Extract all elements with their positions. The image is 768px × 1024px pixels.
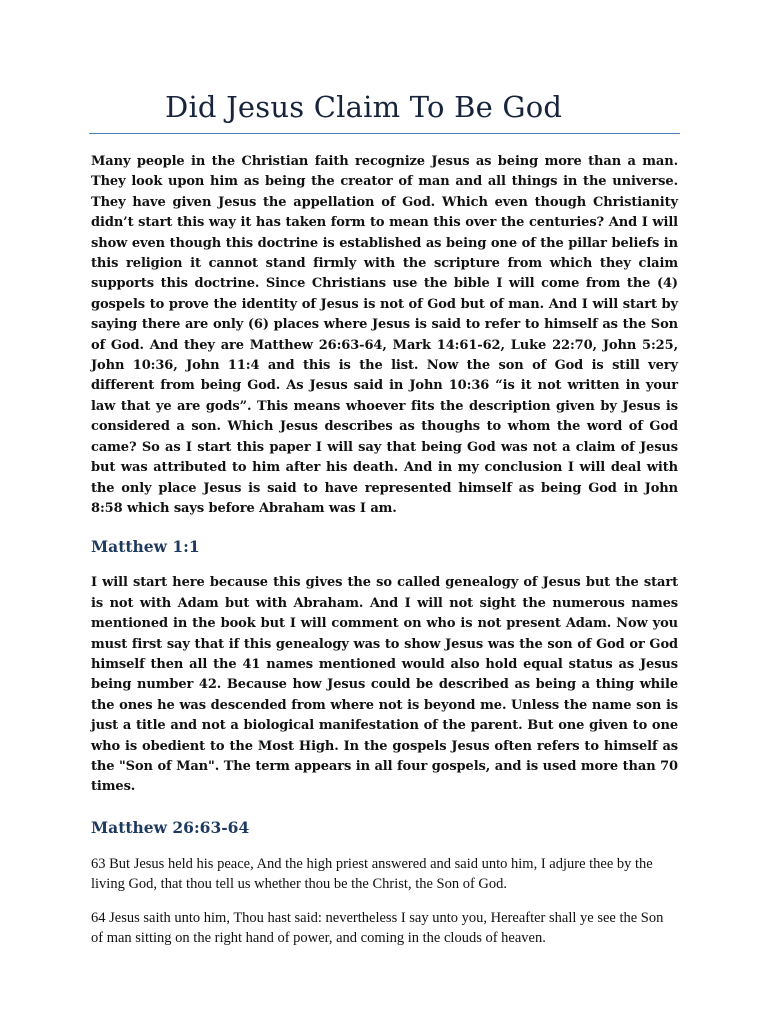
genealogy-paragraph: I will start here because this gives the so called genealogy of Jesus but the start is not with Adam but with Abraham. And I will not sight the numerous names mentioned in the book but I will comment on who is not present Adam. Now you must first say that if this genealogy was to show Jesus was the son of God or God himself then all the 41 names mentioned would also hold equal status as Jesus being number 42. Because how Jesus could be described as being a thing while the ones he was descended from where not is beyond me. Unless the name son is just a title and not a biological manifestation of the parent. But one given to one who is obedient to the Most High. In the gospels Jesus often refers to himself as the "Son of Man". The term appears in all four gospels, and is used more than 70 times. (91, 575, 678, 795)
document-body (91, 152, 678, 948)
verse-63: 63 But Jesus held his peace, And the high priest answered and said unto him, I adjure thee by the living God, that thou tell us whether thou be the Christ, the Son of God. (91, 855, 653, 892)
section-heading-matthew-1-1: Matthew 1:1 (91, 537, 200, 557)
verse-64: 64 Jesus saith unto him, Thou hast said: nevertheless I say unto you, Hereafter shall ye see the Son of man sitting on the right hand of power, and coming in the clouds of heaven. (91, 909, 664, 946)
title-divider (89, 133, 680, 134)
page-title: Did Jesus Claim To Be God (165, 90, 563, 124)
intro-paragraph: Many people in the Christian faith recognize Jesus as being more than a man. They look upon him as being the creator of man and all things in the universe. They have given Jesus the appellation of God. Which even though Christianity didn’t start this way it has taken form to mean this over the centuries? And I will show even though this doctrine is established as being one of the pillar beliefs in this religion it cannot stand firmly with the scripture from which they claim supports this doctrine. Since Christians use the bible I will come from the (4) gospels to prove the identity of Jesus is not of God but of man. And I will start by saying there are only (6) places where Jesus is said to refer to himself as the Son of God. And they are Matthew 26:63-64, Mark 14:61-62, Luke 22:70, John 5:25, John 10:36, John 11:4 and this is the list. Now the son of God is still very different from being God. As Jesus said in John 10:36 “is it not written in your law that ye are gods”. This means whoever fits the description given by Jesus is considered a son. Which Jesus describes as thoughs to whom the word of God came? So as I start this paper I will say that being God was not a claim of Jesus but was attributed to him after his death. And in my conclusion I will deal with the only place Jesus is said to have represented himself as being God in John 8:58 which says before Abraham was I am. (91, 154, 678, 516)
section-heading-matthew-26-63-64: Matthew 26:63-64 (91, 817, 250, 837)
